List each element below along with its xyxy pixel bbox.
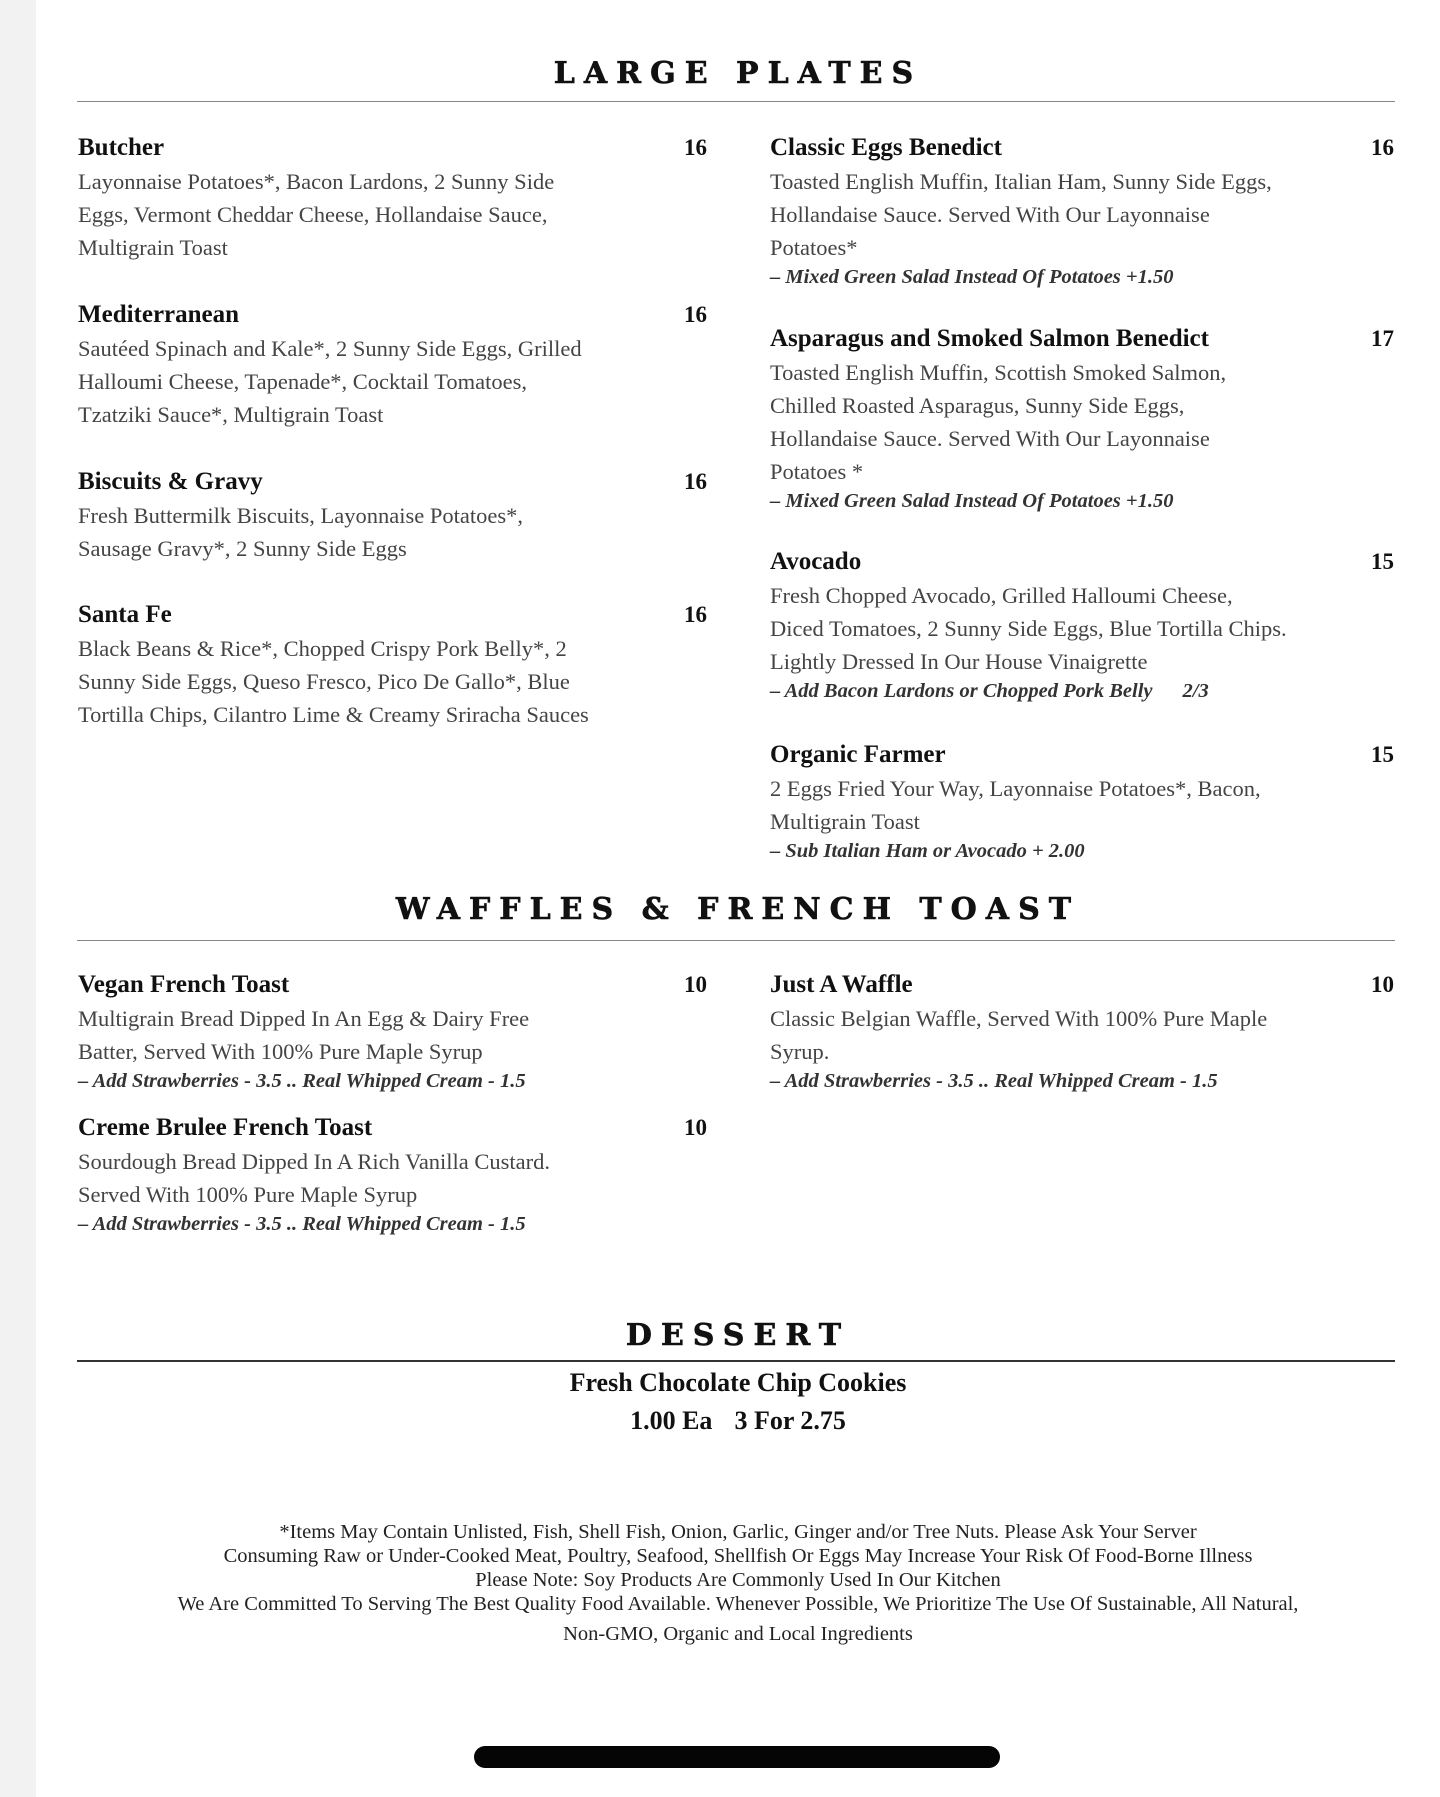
footer-line: Please Note: Soy Products Are Commonly Used In Our Kitchen — [475, 1569, 1001, 1591]
item-price: 15 — [1371, 742, 1394, 767]
item-addon: – Add Strawberries - 3.5 .. Real Whipped Cream - 1.5 — [770, 1070, 1218, 1092]
footer-line: Non-GMO, Organic and Local Ingredients — [563, 1623, 913, 1645]
item-description: Sourdough Bread Dipped In A Rich Vanilla Custard. Served With 100% Pure Maple Syrup — [78, 1149, 551, 1207]
menu-item — [78, 601, 707, 731]
item-addon: – Sub Italian Ham or Avocado + 2.00 — [770, 840, 1085, 862]
section-divider — [77, 101, 1395, 102]
section-title-dessert: DESSERT — [625, 1318, 851, 1353]
item-price: 17 — [1371, 326, 1394, 351]
addon-label: – Add Bacon Lardons or Chopped Pork Belly — [770, 680, 1153, 702]
item-description: Fresh Chopped Avocado, Grilled Halloumi Cheese, Diced Tomatoes, 2 Sunny Side Eggs, Blue Tortilla Chips. Lightly Dressed In Our House Vinaigrette — [770, 583, 1287, 674]
item-name: Mediterranean — [78, 301, 240, 328]
item-addon: – Mixed Green Salad Instead Of Potatoes +1.50 — [770, 266, 1174, 288]
item-description: Black Beans & Rice*, Chopped Crispy Pork Belly*, 2 Sunny Side Eggs, Queso Fresco, Pico De Gallo*, Blue Tortilla Chips, Cilantro Lime & Creamy Sriracha Sauces — [78, 636, 589, 727]
item-name: Vegan French Toast — [78, 971, 290, 998]
menu-item — [78, 971, 707, 1094]
menu-item — [770, 134, 1394, 290]
item-name: Creme Brulee French Toast — [78, 1114, 373, 1141]
waffles-right-column — [770, 971, 1394, 1111]
item-price: 16 — [684, 135, 707, 160]
menu-item — [78, 468, 707, 565]
item-price: 16 — [684, 602, 707, 627]
item-name: Just A Waffle — [770, 971, 913, 998]
dessert-price-bundle: 3 For 2.75 — [734, 1406, 846, 1435]
item-price: 16 — [684, 302, 707, 327]
item-description: Layonnaise Potatoes*, Bacon Lardons, 2 Sunny Side Eggs, Vermont Cheddar Cheese, Hollandaise Sauce, Multigrain Toast — [78, 169, 555, 260]
section-title-large-plates: LARGE PLATES — [553, 56, 923, 91]
item-price: 16 — [1371, 135, 1394, 160]
menu-item — [78, 134, 707, 264]
allergy-notice — [36, 1520, 1440, 1652]
item-name: Butcher — [78, 134, 165, 161]
menu-item — [770, 971, 1394, 1094]
item-addon: – Mixed Green Salad Instead Of Potatoes +1.50 — [770, 490, 1174, 512]
section-title-waffles: WAFFLES & FRENCH TOAST — [395, 892, 1081, 927]
dessert-price-each: 1.00 Ea — [630, 1406, 713, 1435]
item-price: 16 — [684, 469, 707, 494]
item-name: Avocado — [770, 548, 862, 575]
item-description: 2 Eggs Fried Your Way, Layonnaise Potatoes*, Bacon, Multigrain Toast — [770, 776, 1261, 834]
item-description: Toasted English Muffin, Scottish Smoked Salmon, Chilled Roasted Asparagus, Sunny Side Eggs, Hollandaise Sauce. Served With Our Layonnaise Potatoes * — [770, 360, 1227, 484]
item-description: Fresh Buttermilk Biscuits, Layonnaise Potatoes*, Sausage Gravy*, 2 Sunny Side Eggs — [78, 503, 523, 561]
item-name: Organic Farmer — [770, 741, 946, 768]
item-addon: – Add Strawberries - 3.5 .. Real Whipped Cream - 1.5 — [78, 1213, 526, 1235]
item-description: Toasted English Muffin, Italian Ham, Sunny Side Eggs, Hollandaise Sauce. Served With Our Layonnaise Potatoes* — [770, 169, 1272, 260]
footer-line: *Items May Contain Unlisted, Fish, Shell Fish, Onion, Garlic, Ginger and/or Tree Nuts. Please Ask Your Server — [279, 1521, 1197, 1543]
item-addon — [770, 678, 1394, 704]
item-price: 15 — [1371, 549, 1394, 574]
addon-price: 2/3 — [1182, 680, 1209, 702]
footer-line: Consuming Raw or Under-Cooked Meat, Poultry, Seafood, Shellfish Or Eggs May Increase Your Risk Of Food-Borne Illness — [223, 1545, 1253, 1567]
item-description: Classic Belgian Waffle, Served With 100% Pure Maple Syrup. — [770, 1006, 1268, 1064]
menu-item — [78, 301, 707, 431]
section-divider — [77, 940, 1395, 941]
waffles-left-column — [78, 971, 707, 1241]
item-name: Classic Eggs Benedict — [770, 134, 1002, 161]
item-description: Multigrain Bread Dipped In An Egg & Dairy Free Batter, Served With 100% Pure Maple Syrup — [78, 1006, 530, 1064]
large-plates-right-column — [770, 134, 1394, 874]
item-addon: – Add Strawberries - 3.5 .. Real Whipped Cream - 1.5 — [78, 1070, 526, 1092]
dessert-name: Fresh Chocolate Chip Cookies — [569, 1368, 907, 1397]
section-divider — [77, 1360, 1395, 1362]
footer-line: We Are Committed To Serving The Best Quality Food Available. Whenever Possible, We Prioritize The Use Of Sustainable, All Natural, — [177, 1593, 1299, 1615]
menu-item — [770, 548, 1394, 704]
item-name: Santa Fe — [78, 601, 172, 628]
menu-item — [78, 1114, 707, 1237]
menu-item — [770, 325, 1394, 514]
menu-item — [770, 741, 1394, 864]
item-price: 10 — [684, 972, 707, 997]
item-price: 10 — [684, 1115, 707, 1140]
item-description: Sautéed Spinach and Kale*, 2 Sunny Side Eggs, Grilled Halloumi Cheese, Tapenade*, Cocktail Tomatoes, Tzatziki Sauce*, Multigrain Toast — [78, 336, 582, 427]
home-indicator-bar[interactable] — [474, 1746, 1000, 1768]
item-price: 10 — [1371, 972, 1394, 997]
item-name: Asparagus and Smoked Salmon Benedict — [770, 325, 1209, 352]
large-plates-left-column — [78, 134, 707, 754]
item-name: Biscuits & Gravy — [78, 468, 263, 495]
dessert-price — [36, 1406, 1440, 1436]
menu-page — [36, 0, 1440, 1797]
